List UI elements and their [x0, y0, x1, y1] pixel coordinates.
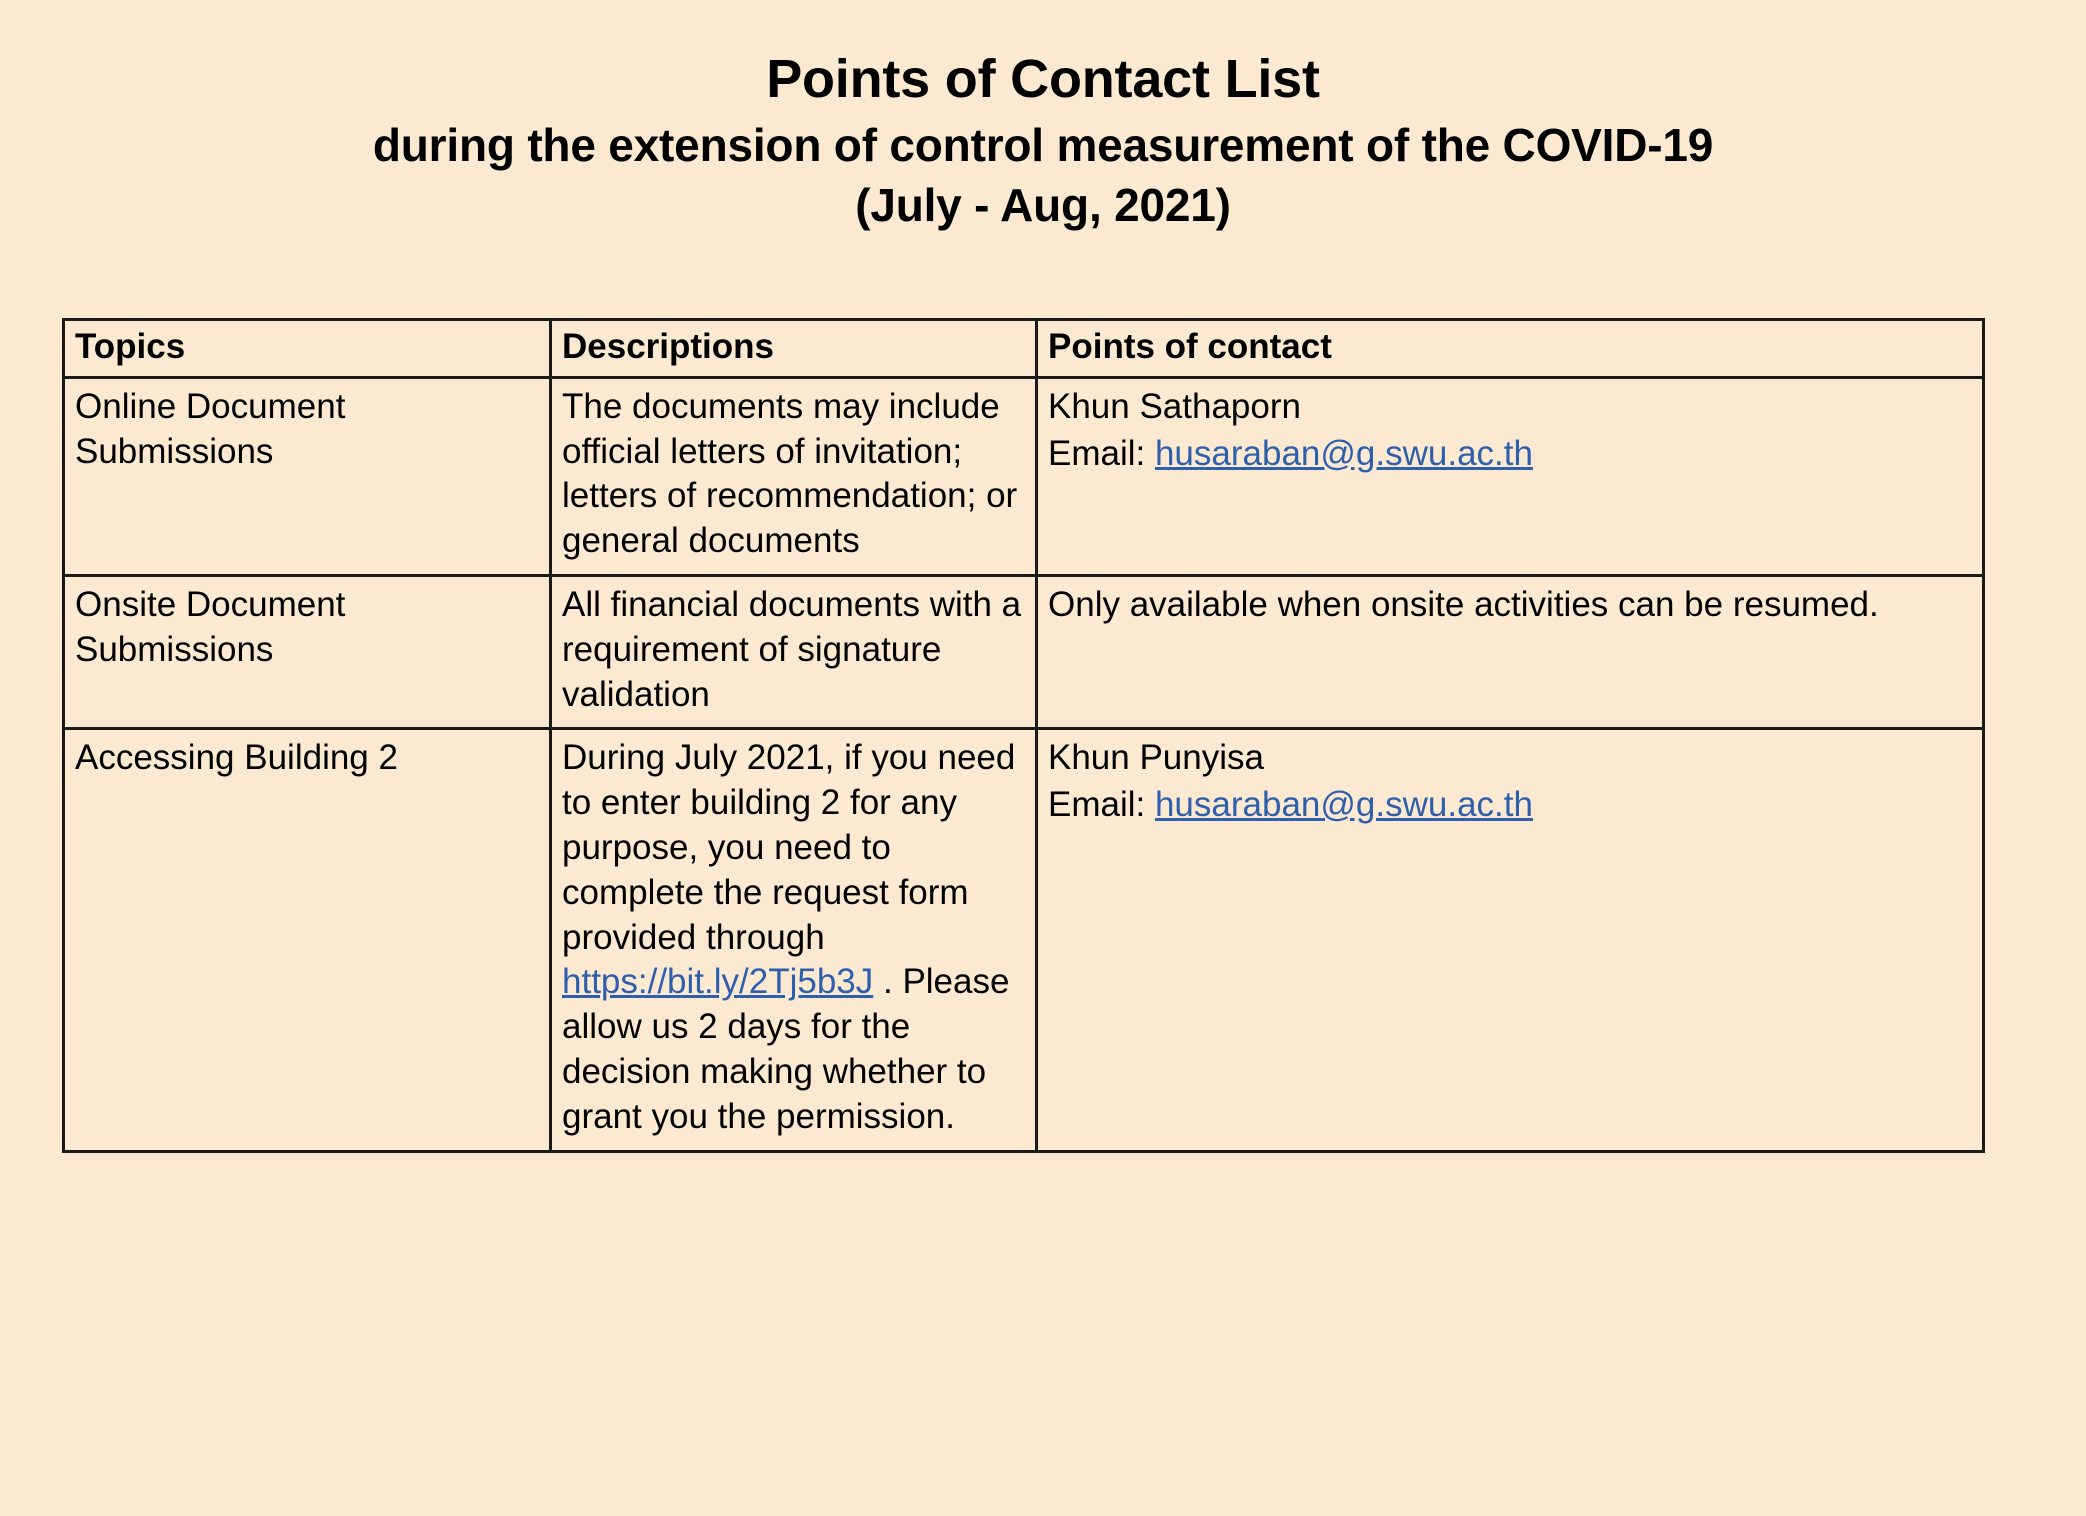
topic-text: Online Document Submissions — [75, 386, 346, 471]
description-text: All financial documents with a requirement of signature validation — [562, 584, 1022, 714]
table-row — [64, 575, 1984, 728]
cell-points-of-contact — [1037, 729, 1984, 1151]
contact-email-line — [1048, 783, 1972, 828]
contact-name: Khun Sathaporn — [1048, 386, 1301, 426]
title-line-3: (July - Aug, 2021) — [855, 178, 1231, 231]
request-form-link[interactable]: https://bit.ly/2Tj5b3J — [562, 962, 874, 1002]
table-row — [64, 377, 1984, 575]
title-line-2: during the extension of control measurement of the COVID-19 — [372, 118, 1714, 171]
title-line-1: Points of Contact List — [766, 49, 1320, 109]
topic-text: Onsite Document Submissions — [75, 584, 346, 669]
email-label: Email: — [1048, 785, 1155, 825]
contact-name: Khun Punyisa — [1048, 738, 1264, 778]
points-of-contact-table — [62, 318, 1985, 1153]
column-header-descriptions: Descriptions — [551, 320, 1037, 378]
cell-topic — [64, 729, 551, 1151]
cell-description — [551, 377, 1037, 575]
page-title — [0, 48, 2086, 232]
description-text-before-link: During July 2021, if you need to enter building 2 for any purpose, you need to complete the request form provided through — [562, 738, 1016, 957]
email-label: Email: — [1048, 433, 1155, 473]
cell-description — [551, 575, 1037, 728]
table-row — [64, 729, 1984, 1151]
cell-topic — [64, 575, 551, 728]
description-text: The documents may include official letters of invitation; letters of recommendation; or general documents — [562, 386, 1018, 561]
email-link[interactable]: husaraban@g.swu.ac.th — [1154, 785, 1533, 825]
column-header-points-of-contact: Points of contact — [1037, 320, 1984, 378]
cell-points-of-contact — [1037, 377, 1984, 575]
cell-topic — [64, 377, 551, 575]
topic-text: Accessing Building 2 — [75, 738, 398, 778]
contact-note: Only available when onsite activities can be resumed. — [1048, 584, 1879, 624]
column-header-topics: Topics — [64, 320, 551, 378]
description-text-after-link: . Please allow us 2 days for the decision making whether to grant you the permission. — [562, 962, 1010, 1136]
cell-points-of-contact — [1037, 575, 1984, 728]
cell-description — [551, 729, 1037, 1151]
table-header-row — [64, 320, 1984, 378]
contact-email-line — [1048, 432, 1972, 477]
email-link[interactable]: husaraban@g.swu.ac.th — [1154, 433, 1533, 473]
